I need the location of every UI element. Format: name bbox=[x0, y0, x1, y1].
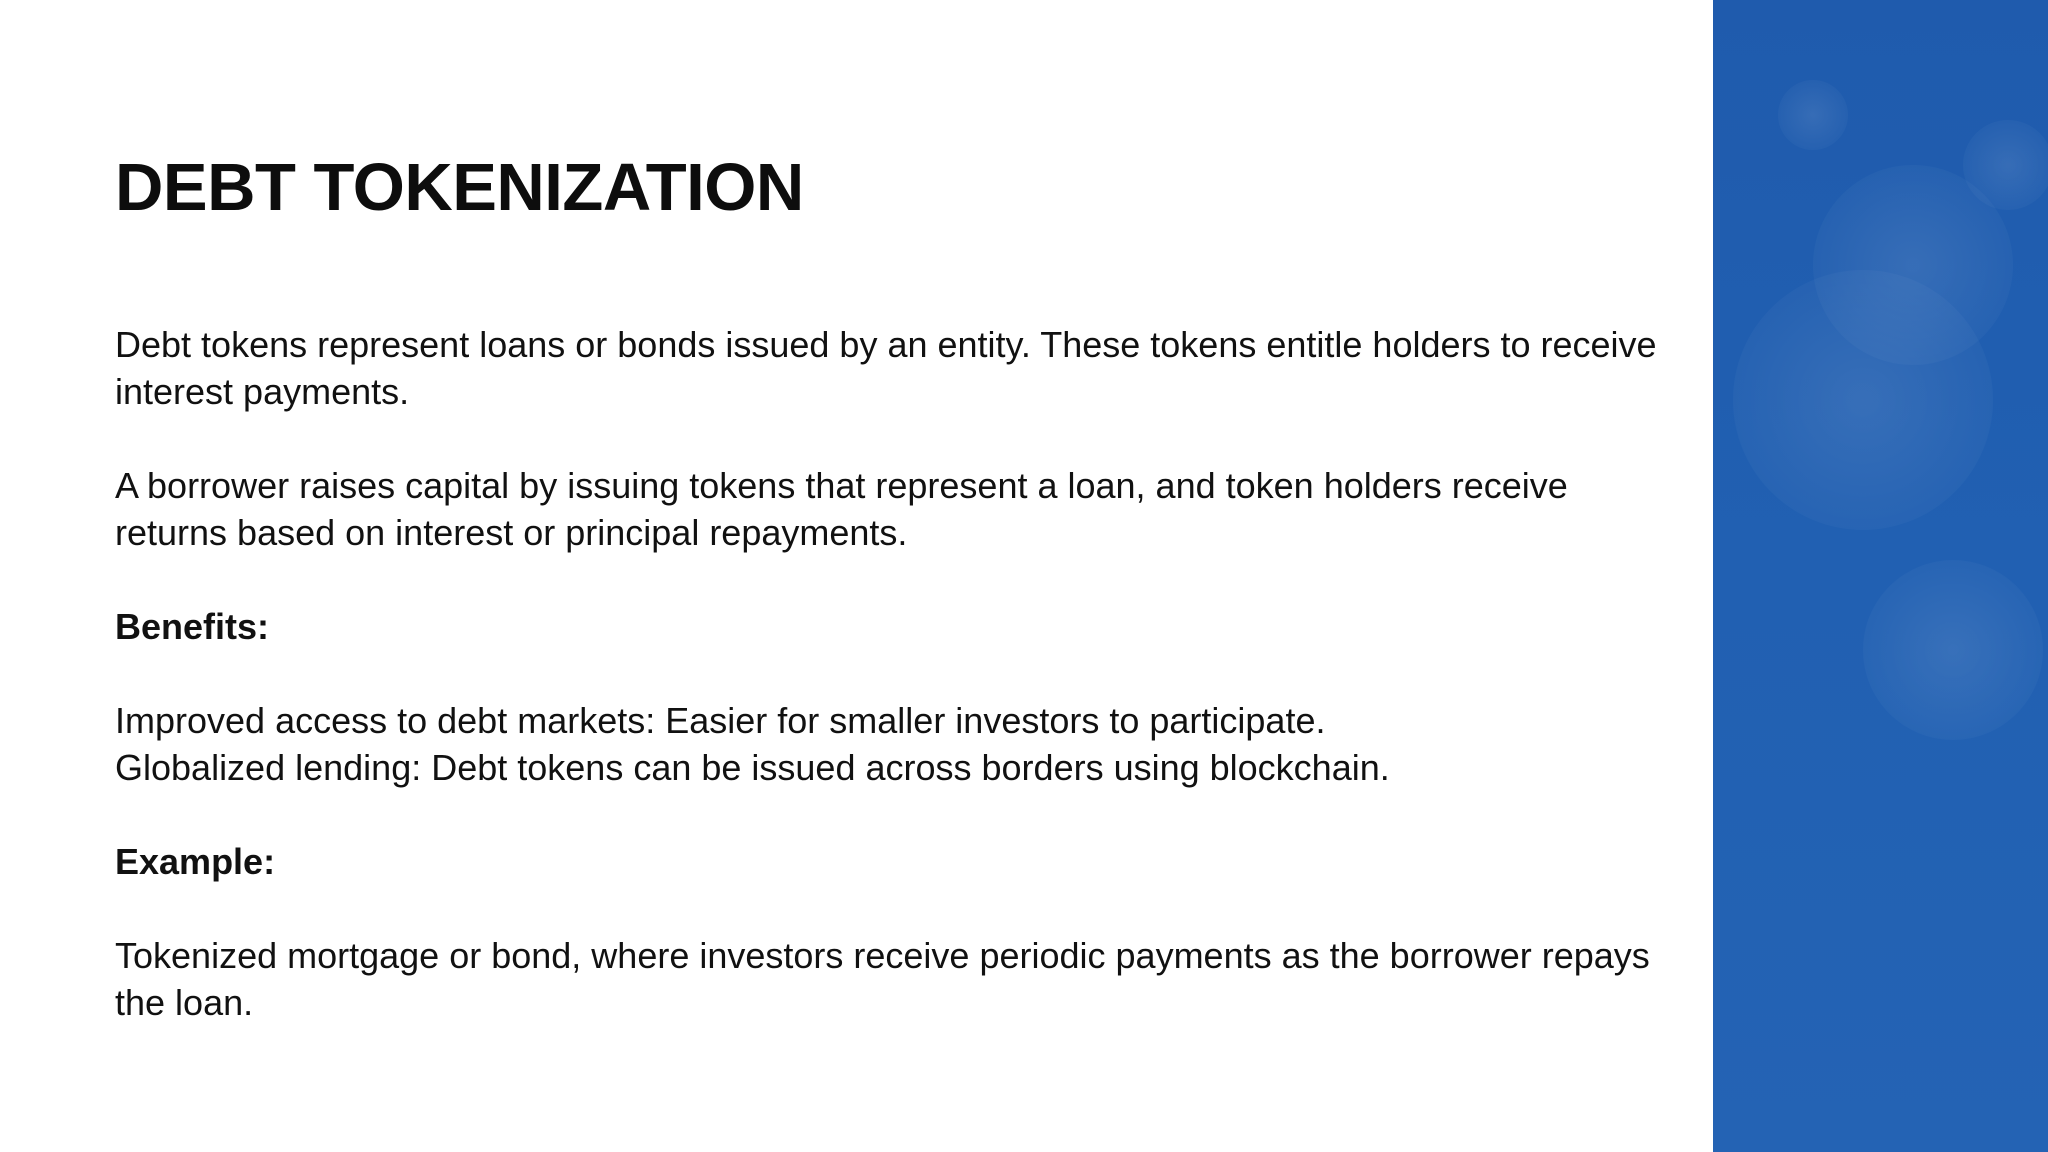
spacer bbox=[115, 415, 1675, 462]
spacer bbox=[115, 650, 1675, 697]
paragraph-borrower: A borrower raises capital by issuing tokens that represent a loan, and token holders receive returns based on interest or principal repayments. bbox=[115, 465, 1568, 553]
bokeh-light bbox=[1863, 560, 2043, 740]
paragraph-debt-tokens: Debt tokens represent loans or bonds issued by an entity. These tokens entitle holders to receive interest payments. bbox=[115, 324, 1657, 412]
spacer bbox=[115, 556, 1675, 603]
spacer bbox=[115, 885, 1675, 932]
decorative-side-panel bbox=[1713, 0, 2048, 1152]
spacer bbox=[115, 791, 1675, 838]
example-heading: Example: bbox=[115, 841, 276, 882]
bokeh-light bbox=[1778, 80, 1848, 150]
benefit-item: Improved access to debt markets: Easier for smaller investors to participate. bbox=[115, 700, 1326, 741]
example-text: Tokenized mortgage or bond, where investors receive periodic payments as the borrower repays the loan. bbox=[115, 935, 1650, 1023]
benefit-item: Globalized lending: Debt tokens can be issued across borders using blockchain. bbox=[115, 747, 1390, 788]
slide-body bbox=[115, 321, 1675, 1026]
slide-title: DEBT TOKENIZATION bbox=[115, 150, 804, 225]
benefits-heading: Benefits: bbox=[115, 606, 270, 647]
bokeh-light bbox=[1733, 270, 1993, 530]
